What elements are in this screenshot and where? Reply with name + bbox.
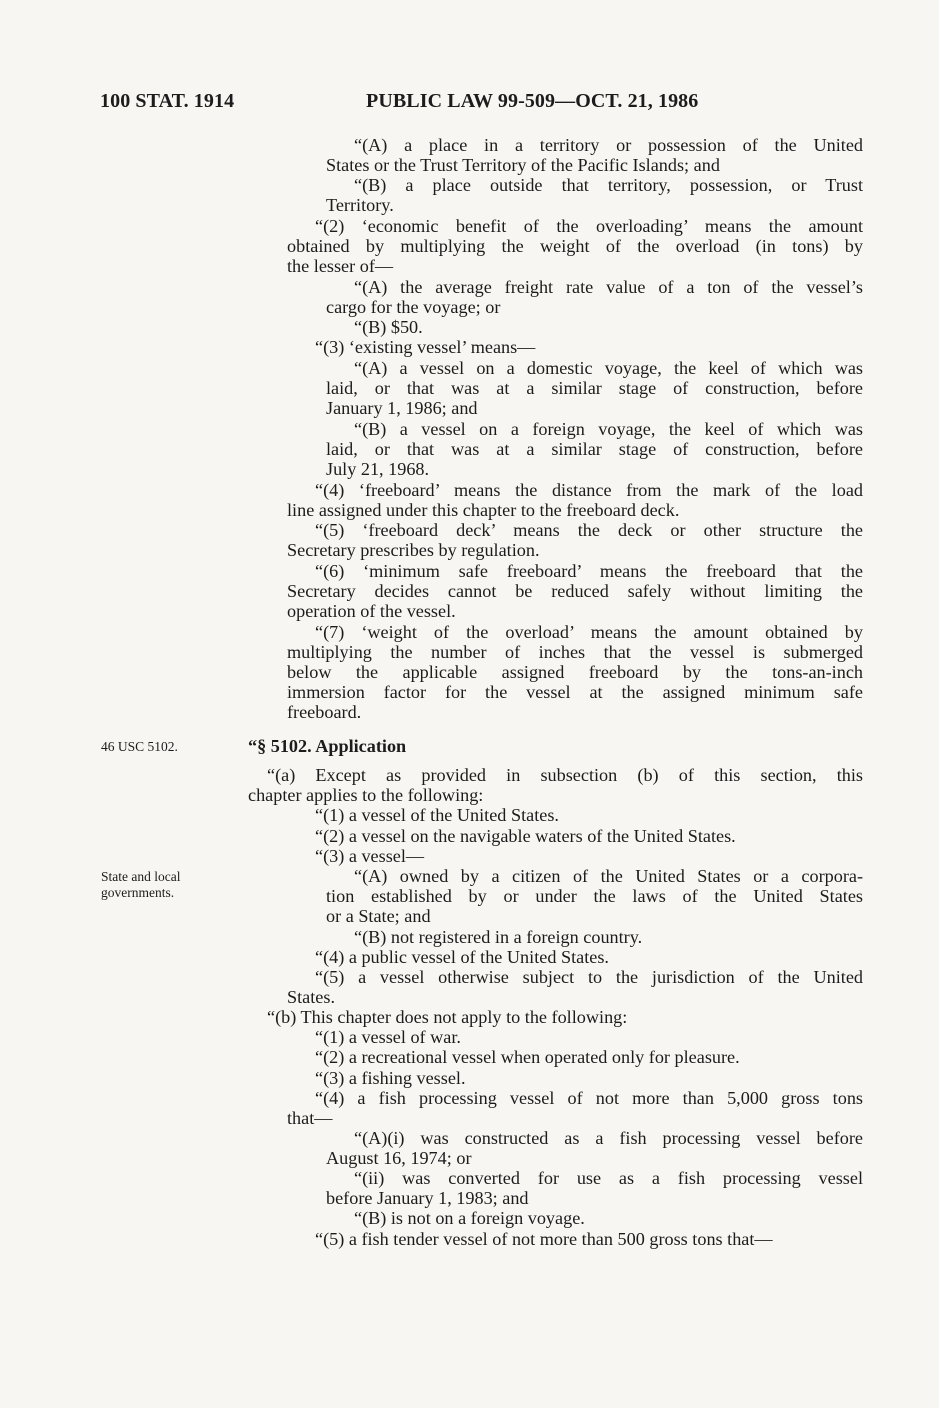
text-line: or a State; and bbox=[326, 906, 431, 926]
text-line: before January 1, 1983; and bbox=[326, 1188, 529, 1208]
text-line: Secretary decides cannot be reduced safely without limiting the bbox=[287, 581, 863, 601]
text-line: “(B) is not on a foreign voyage. bbox=[354, 1208, 585, 1228]
text-line: “(B) not registered in a foreign country. bbox=[354, 927, 643, 947]
text-line: “(2) a vessel on the navigable waters of the United States. bbox=[315, 826, 736, 846]
text-line: “(3) a vessel— bbox=[315, 846, 425, 866]
text-line: “(2) a recreational vessel when operated only for pleasure. bbox=[315, 1047, 740, 1067]
text-line: chapter applies to the following: bbox=[248, 785, 484, 805]
text-line: Secretary prescribes by regulation. bbox=[287, 540, 540, 560]
page-stat-citation: 100 STAT. 1914 bbox=[100, 90, 235, 112]
text-line: “(7) ‘weight of the overload’ means the amount obtained by bbox=[315, 622, 863, 642]
text-line: freeboard. bbox=[287, 702, 362, 722]
text-line: obtained by multiplying the weight of the overload (in tons) by bbox=[287, 236, 863, 256]
text-line: “(A) a place in a territory or possession of the United bbox=[354, 135, 863, 155]
text-line: “(5) a fish tender vessel of not more than 500 gross tons that— bbox=[315, 1229, 773, 1249]
text-line: the lesser of— bbox=[287, 256, 394, 276]
margin-note-state-local: State and local bbox=[101, 869, 181, 884]
text-line: “(ii) was converted for use as a fish processing vessel bbox=[354, 1168, 863, 1188]
text-line: “(2) ‘economic benefit of the overloading’ means the amount bbox=[315, 216, 863, 236]
text-line: “(6) ‘minimum safe freeboard’ means the freeboard that the bbox=[315, 561, 863, 581]
text-line: that— bbox=[287, 1108, 333, 1128]
text-line: laid, or that was at a similar stage of construction, before bbox=[326, 439, 863, 459]
text-line: “(3) ‘existing vessel’ means— bbox=[315, 337, 536, 357]
text-line: “(B) a vessel on a foreign voyage, the keel of which was bbox=[354, 419, 863, 439]
text-line: “(A) owned by a citizen of the United States or a corpora- bbox=[354, 866, 863, 886]
text-line: tion established by or under the laws of the United States bbox=[326, 886, 863, 906]
text-line: “(5) a vessel otherwise subject to the jurisdiction of the United bbox=[315, 967, 863, 987]
text-line: States. bbox=[287, 987, 335, 1007]
text-line: “(B) $50. bbox=[354, 317, 423, 337]
section-heading: “§ 5102. Application bbox=[248, 736, 407, 756]
text-line: “(1) a vessel of the United States. bbox=[315, 805, 559, 825]
margin-note-governments: governments. bbox=[101, 885, 175, 900]
text-line: below the applicable assigned freeboard by the tons-an-inch bbox=[287, 662, 863, 682]
text-line: multiplying the number of inches that the vessel is submerged bbox=[287, 642, 863, 662]
text-line: “(b) This chapter does not apply to the following: bbox=[267, 1007, 628, 1027]
text-line: July 21, 1968. bbox=[326, 459, 430, 479]
text-line: August 16, 1974; or bbox=[326, 1148, 472, 1168]
text-line: operation of the vessel. bbox=[287, 601, 456, 621]
text-line: “(5) ‘freeboard deck’ means the deck or other structure the bbox=[315, 520, 863, 540]
text-line: “(3) a fishing vessel. bbox=[315, 1068, 466, 1088]
text-line: cargo for the voyage; or bbox=[326, 297, 501, 317]
text-line: “(A)(i) was constructed as a fish processing vessel before bbox=[354, 1128, 863, 1148]
text-line: laid, or that was at a similar stage of construction, before bbox=[326, 378, 863, 398]
text-line: “(1) a vessel of war. bbox=[315, 1027, 461, 1047]
text-line: “(A) the average freight rate value of a ton of the vessel’s bbox=[354, 277, 863, 297]
text-line: line assigned under this chapter to the freeboard deck. bbox=[287, 500, 680, 520]
text-line: January 1, 1986; and bbox=[326, 398, 478, 418]
text-line: “(A) a vessel on a domestic voyage, the keel of which was bbox=[354, 358, 863, 378]
page-law-title: PUBLIC LAW 99-509—OCT. 21, 1986 bbox=[366, 90, 699, 112]
margin-note-usc: 46 USC 5102. bbox=[101, 739, 178, 754]
text-line: immersion factor for the vessel at the assigned minimum safe bbox=[287, 682, 863, 702]
text-line: “(a) Except as provided in subsection (b) of this section, this bbox=[267, 765, 863, 785]
text-line: “(B) a place outside that territory, possession, or Trust bbox=[354, 175, 863, 195]
text-line: “(4) a public vessel of the United States. bbox=[315, 947, 609, 967]
text-line: “(4) ‘freeboard’ means the distance from the mark of the load bbox=[315, 480, 863, 500]
text-line: States or the Trust Territory of the Pacific Islands; and bbox=[326, 155, 720, 175]
text-line: “(4) a fish processing vessel of not more than 5,000 gross tons bbox=[315, 1088, 863, 1108]
text-line: Territory. bbox=[326, 195, 394, 215]
